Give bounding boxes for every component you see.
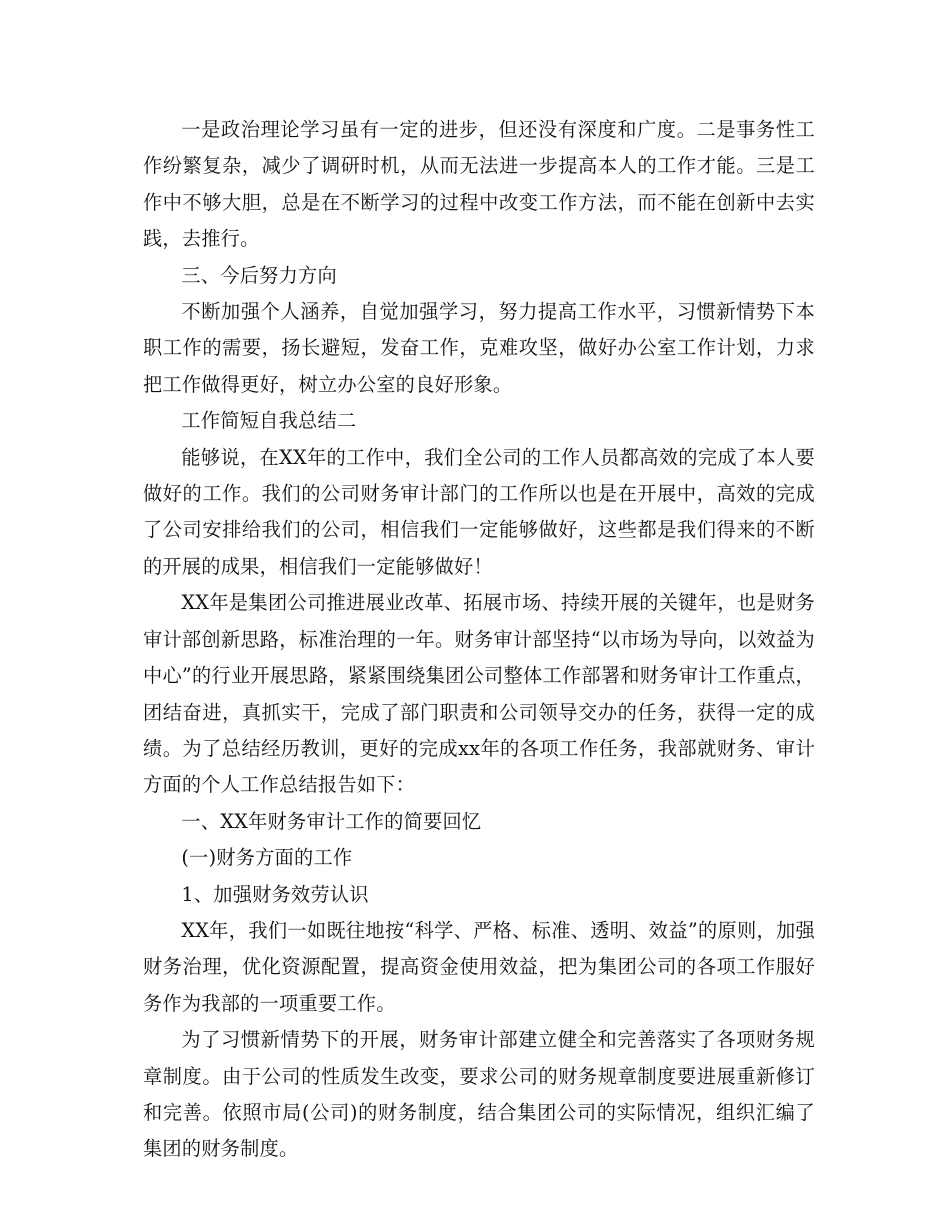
- paragraph-audit-department: XX年是集团公司推进展业改革、拓展市场、持续开展的关键年，也是财务审计部创新思路，标准治理的一年。财务审计部坚持“以市场为导向，以效益为中心”的行业开展思路，紧紧围绕集团公司整体工作部署和财务审计工作重点，团结奋进，真抓实干，完成了部门职责和公司领导交办的任务，获得一定的成绩。为了总结经历教训，更好的完成xx年的各项工作任务，我部就财务、审计方面的个人工作总结报告如下：: [143, 591, 815, 797]
- paragraph-finance-principles: XX年，我们一如既往地按“科学、严格、标准、透明、效益”的原则，加强财务治理，优化资源配置，提高资金使用效益，把为集团公司的各项工作服好务作为我部的一项重要工作。: [143, 918, 815, 1015]
- heading-audit-review: 一、XX年财务审计工作的简要回忆: [181, 809, 482, 833]
- heading-finance-work: (一)财务方面的工作: [181, 846, 353, 870]
- heading-finance-service: 1、加强财务效劳认识: [181, 882, 369, 906]
- paragraph-annual-work: 能够说，在XX年的工作中，我们全公司的工作人员都高效的完成了本人要做好的工作。我们的公司财务审计部门的工作所以也是在开展中，高效的完成了公司安排给我们的公司，相信我们一定能够做好，这些都是我们得来的不断的开展的成果，相信我们一定能够做好！: [143, 445, 815, 578]
- heading-summary-two: 工作简短自我总结二: [181, 409, 357, 433]
- heading-future-direction: 三、今后努力方向: [181, 263, 337, 287]
- paragraph-future-plan: 不断加强个人涵养，自觉加强学习，努力提高工作水平，习惯新情势下本职工作的需要，扬长避短，发奋工作，克难攻坚，做好办公室工作计划，力求把工作做得更好，树立办公室的良好形象。: [143, 300, 815, 396]
- paragraph-finance-regulations: 为了习惯新情势下的开展，财务审计部建立健全和完善落实了各项财务规章制度。由于公司的性质发生改变，要求公司的财务规章制度要进展重新修订和完善。依照市局(公司)的财务制度，结合集团公司的实际情况，组织汇编了集团的财务制度。: [143, 1028, 815, 1161]
- document-page: [143, 112, 815, 1168]
- paragraph-weaknesses: 一是政治理论学习虽有一定的进步，但还没有深度和广度。二是事务性工作纷繁复杂，减少了调研时机，从而无法进一步提高本人的工作才能。三是工作中不够大胆，总是在不断学习的过程中改变工作方法，而不能在创新中去实践，去推行。: [143, 118, 815, 251]
